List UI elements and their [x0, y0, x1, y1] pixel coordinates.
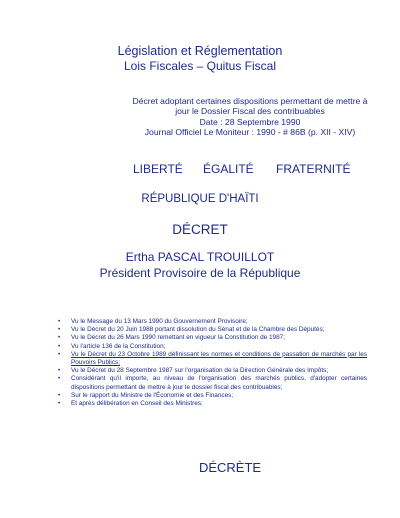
document-title: Législation et Réglementation	[117, 44, 283, 58]
bullet-icon: •	[58, 326, 61, 334]
list-item: • Considérant qu'il importe, au niveau de l'organisation des marchés publics, d'adopter certaines dispositions permettant de mettre à jour le dossier fiscal des contribuables;	[58, 375, 367, 391]
bullet-icon: •	[58, 318, 61, 325]
journal-reference: Journal Officiel Le Moniteur : 1990 - # 86B (p. XII - XIV)	[144, 127, 356, 138]
bullet-icon: •	[58, 350, 61, 358]
bullet-icon: •	[58, 342, 61, 350]
document-subtitle: Lois Fiscales – Quitus Fiscal	[123, 59, 277, 73]
bullet-icon: •	[58, 375, 61, 383]
motto-fraternite: FRATERNITÉ	[276, 162, 351, 176]
decree-summary-line: jour le Dossier Fiscal des contribuables	[175, 106, 325, 117]
decree-summary-line: Décret adoptant certaines dispositions permettant de mettre à	[132, 96, 368, 106]
considerations-list	[55, 318, 367, 408]
list-item: • Vu le Décret du 28 Septembre 1987 sur l'organisation de la Direction Générale des Impôts;	[58, 367, 329, 375]
bullet-icon: •	[58, 400, 61, 408]
signatory-role: Président Provisoire de la République	[99, 266, 301, 280]
bullet-icon: •	[58, 334, 61, 342]
bullet-icon: •	[58, 391, 61, 399]
republic-heading: RÉPUBLIQUE D'HAÏTI	[141, 193, 259, 205]
motto-egalite: ÉGALITÉ	[203, 162, 254, 176]
motto-liberte: LIBERTÉ	[133, 162, 183, 176]
decree-heading: DÉCRET	[172, 222, 228, 237]
list-item: • Vu l'article 136 de la Constitution;	[58, 342, 166, 350]
list-item: • Vu le Message du 13 Mars 1990 du Gouvernement Provisoire;	[58, 318, 248, 325]
signatory-name: Ertha PASCAL TROUILLOT	[125, 250, 275, 264]
list-item: • Vu le Décret du 23 Octobre 1989 définissant les normes et conditions de passation de marchés par les Pouvoirs Publics;	[58, 350, 367, 367]
decree-date: Date : 28 Septembre 1990	[199, 116, 301, 127]
decrees-heading: DÉCRÈTE	[198, 460, 262, 475]
list-item: • Et après délibération en Conseil des Ministres;	[58, 400, 203, 408]
bullet-icon: •	[58, 367, 61, 375]
list-item: • Vu le Décret du 26 Mars 1990 remettant en vigueur la Constitution de 1987;	[58, 334, 285, 342]
list-item: • Vu le Décret du 20 Juin 1988 portant dissolution du Sénat et de la Chambre des Députés;	[58, 326, 325, 334]
decree-summary	[100, 96, 400, 138]
list-item: • Sur le rapport du Ministre de l'Économie et des Finances;	[58, 391, 234, 399]
